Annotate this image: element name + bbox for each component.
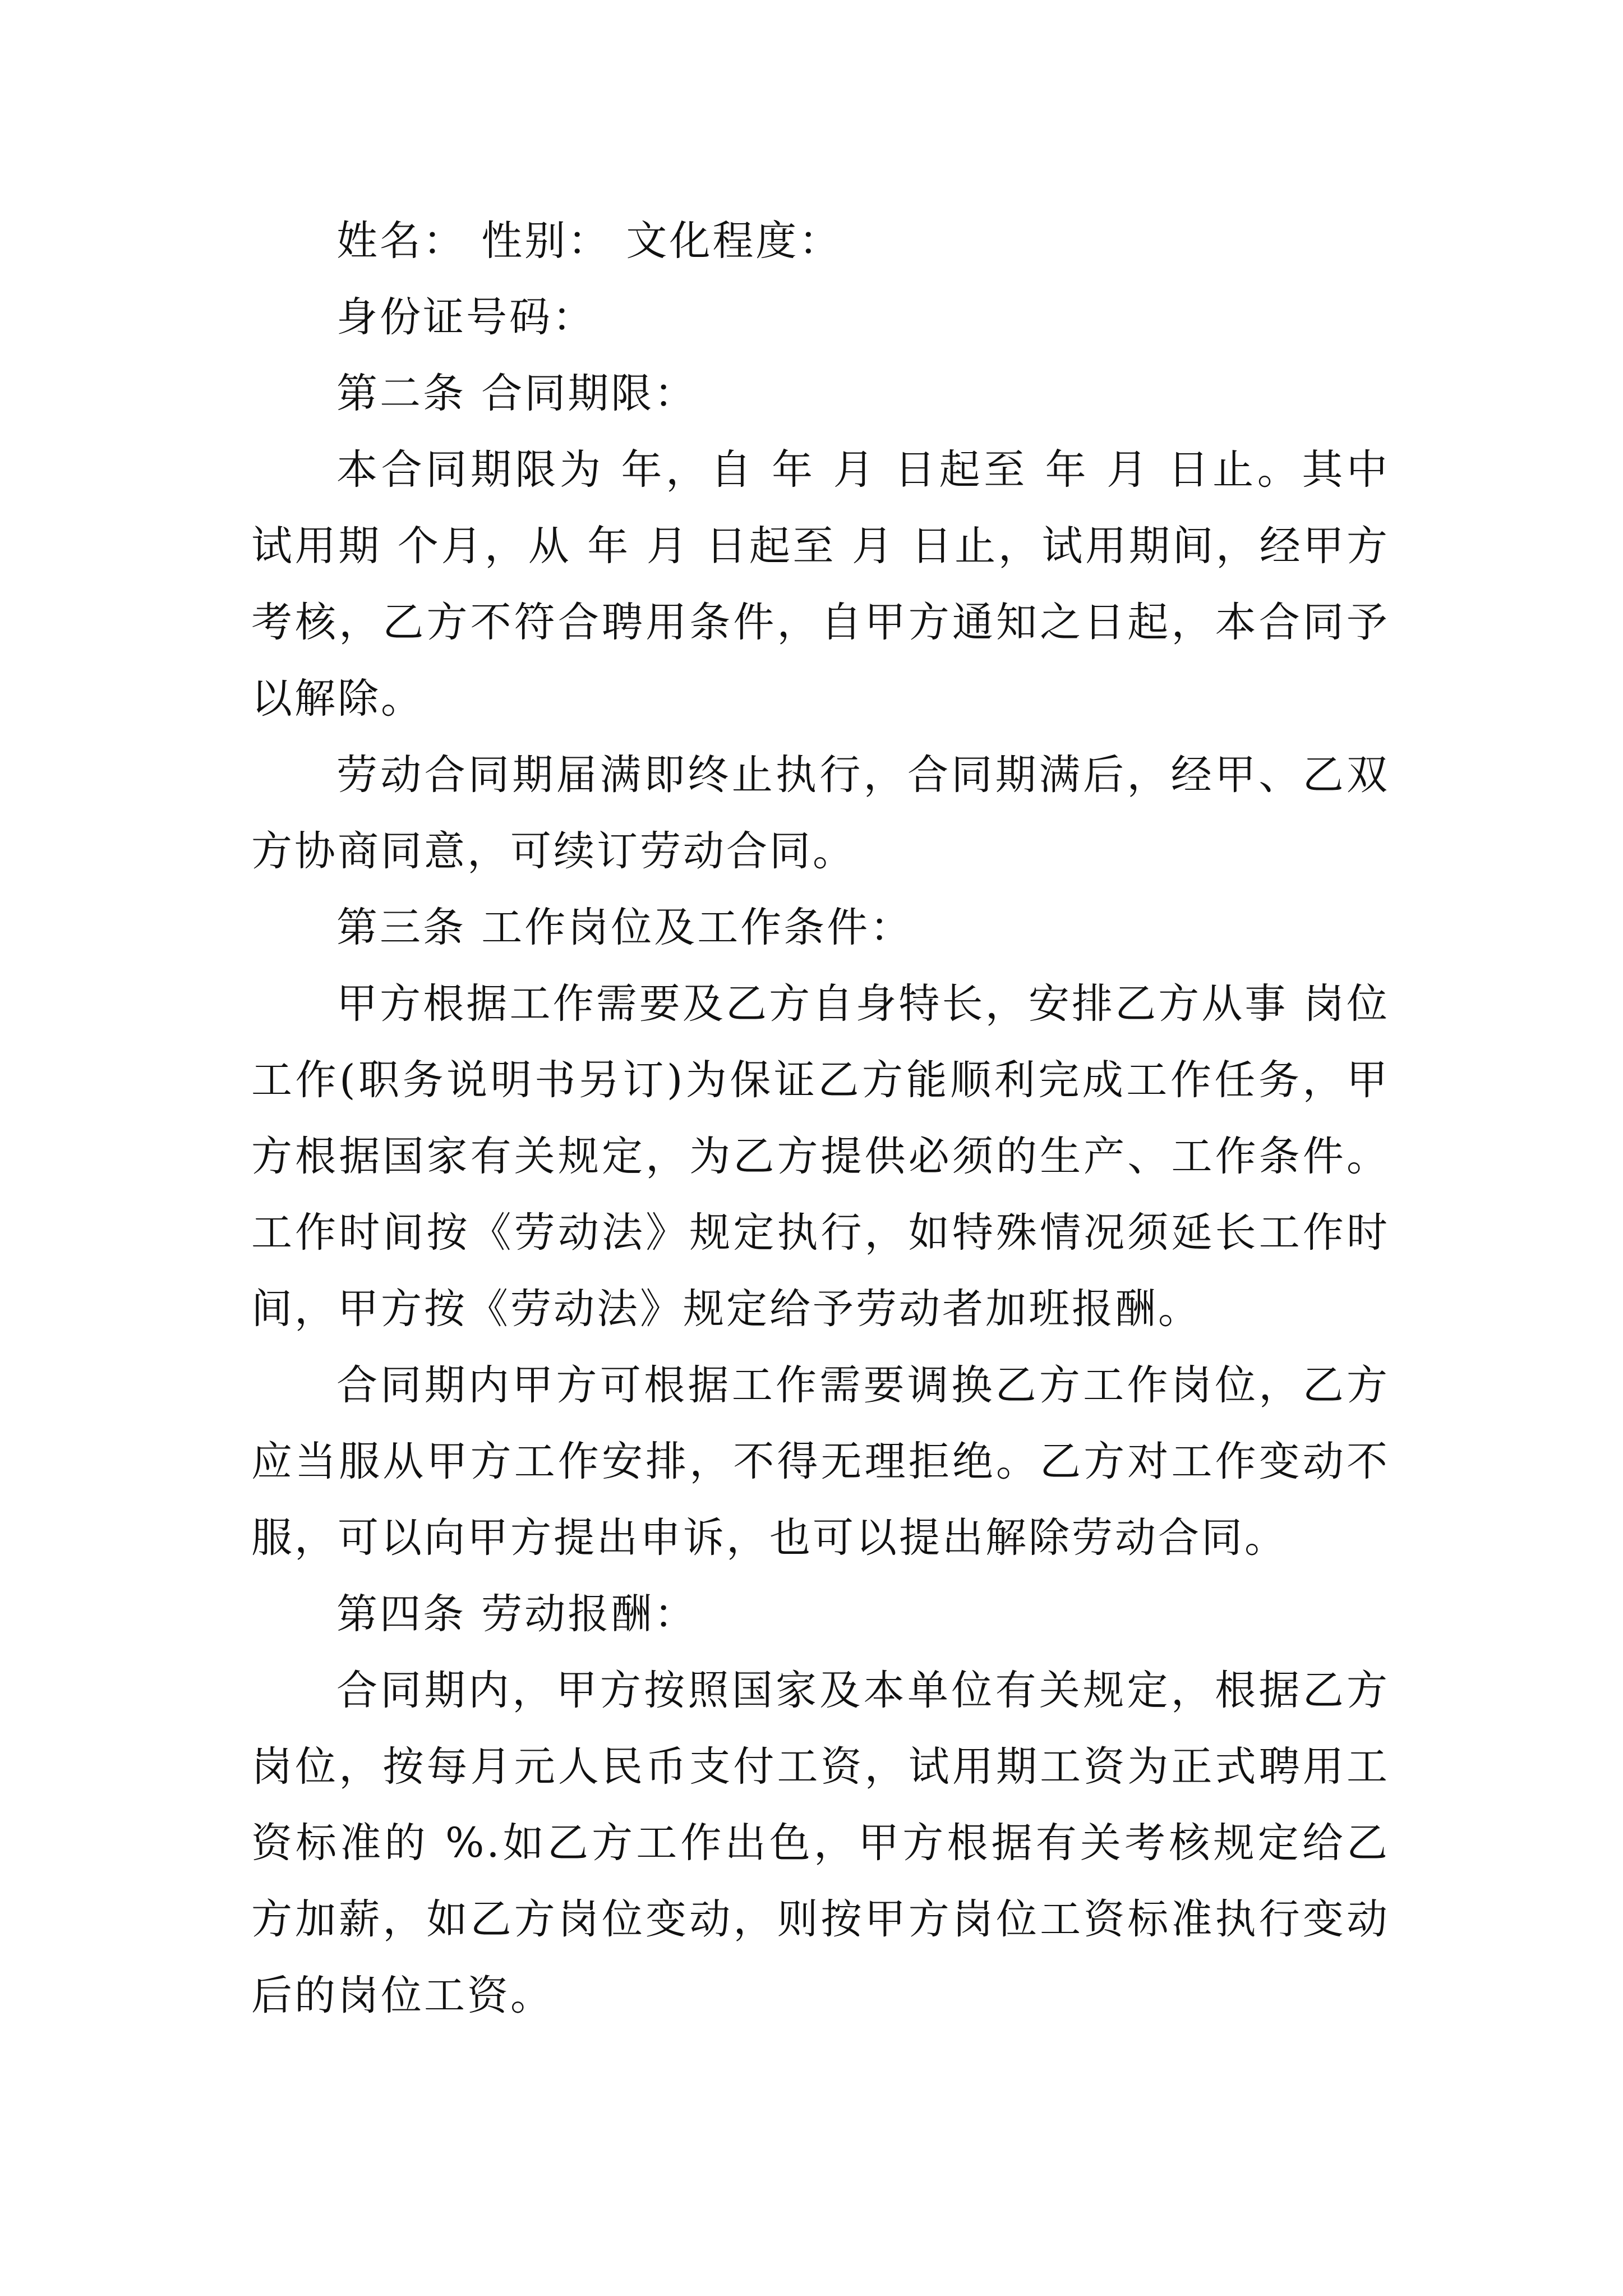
paragraph-contract-renewal: 劳动合同期届满即终止执行，合同期满后，经甲、乙双方协商同意，可续订劳动合同。 (251, 751, 1390, 875)
paragraph-personal-info: 姓名： 性别： 文化程度： (336, 217, 842, 265)
paragraph-remuneration: 合同期内，甲方按照国家及本单位有关规定，根据乙方岗位，按每月元人民币支付工资，试用期工资为正式聘用工资标准的 %.如乙方工作出色，甲方根据有关考核规定给乙方加薪，如乙方岗位变动，则按甲方岗位工资标准执行变动后的岗位工资。 (251, 1667, 1390, 2019)
paragraph-position-change: 合同期内甲方可根据工作需要调换乙方工作岗位，乙方应当服从甲方工作安排，不得无理拒绝。乙方对工作变动不服，可以向甲方提出申诉，也可以提出解除劳动合同。 (251, 1361, 1390, 1562)
paragraph-job-position: 甲方根据工作需要及乙方自身特长，安排乙方从事 岗位工作(职务说明书另订)为保证乙方能顺利完成工作任务，甲方根据国家有关规定，为乙方提供必须的生产、工作条件。工作时间按《劳动法》规定执行，如特殊情况须延长工作时间，甲方按《劳动法》规定给予劳动者加班报酬。 (251, 980, 1390, 1333)
article-3-heading: 第三条 工作岗位及工作条件： (336, 904, 914, 951)
article-2-heading: 第二条 合同期限： (336, 370, 698, 417)
document-body (251, 203, 1390, 2034)
paragraph-id-number: 身份证号码： (336, 293, 596, 341)
article-4-heading: 第四条 劳动报酬： (336, 1590, 698, 1638)
paragraph-contract-term: 本合同期限为 年，自 年 月 日起至 年 月 日止。其中试用期 个月，从 年 月 日起至 月 日止，试用期间，经甲方考核，乙方不符合聘用条件，自甲方通知之日起，本合同予以解除。 (251, 446, 1390, 723)
